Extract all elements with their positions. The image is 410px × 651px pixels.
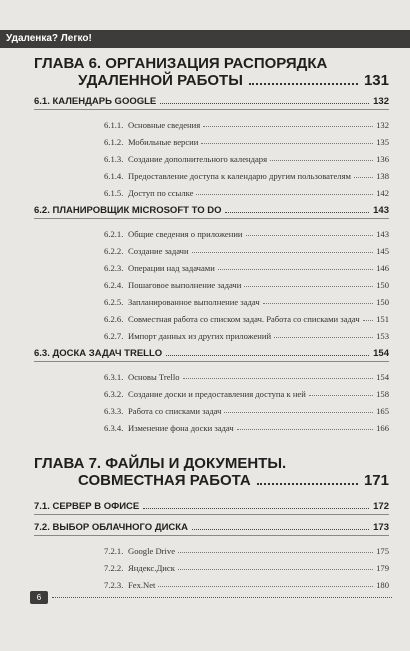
- toc-item: [34, 539, 389, 556]
- toc-item: [34, 556, 389, 573]
- toc-item: [34, 222, 389, 239]
- item-page: 166: [376, 423, 389, 433]
- chapter-title-line1: ГЛАВА 6. ОРГАНИЗАЦИЯ РАСПОРЯДКА: [34, 55, 328, 72]
- chapter-heading: [34, 55, 389, 89]
- item-number: 6.1.1.: [104, 120, 124, 130]
- item-number: 6.2.7.: [104, 331, 124, 341]
- leader-dots: [183, 378, 374, 379]
- toc-item: [34, 273, 389, 290]
- section-rule: [34, 109, 389, 110]
- toc-item: [34, 416, 389, 433]
- leader-dots: [244, 286, 373, 287]
- item-page: 145: [376, 246, 389, 256]
- item-text: Fex.Net: [128, 580, 156, 590]
- leader-dots: [158, 586, 373, 587]
- leader-dots: [270, 160, 373, 161]
- toc-item: [34, 147, 389, 164]
- item-number: 6.2.5.: [104, 297, 124, 307]
- chapter-page: 131: [363, 72, 389, 89]
- leader-dots: [203, 126, 373, 127]
- leader-dots: [196, 194, 373, 195]
- leader-dots: [354, 177, 373, 178]
- section-heading: [34, 203, 389, 216]
- item-number: 6.2.2.: [104, 246, 124, 256]
- item-text: Импорт данных из других приложений: [128, 331, 272, 341]
- item-page: 153: [376, 331, 389, 341]
- leader-dots: [309, 395, 373, 396]
- item-text: Запланированное выполнение задач: [128, 297, 260, 307]
- leader-dots: [249, 83, 358, 85]
- item-number: 6.1.5.: [104, 188, 124, 198]
- item-page: 150: [376, 297, 389, 307]
- item-number: 6.3.4.: [104, 423, 124, 433]
- leader-dots: [178, 569, 373, 570]
- section-title: 6.2. ПЛАНИРОВЩИК MICROSOFT TO DO: [34, 205, 222, 216]
- toc-item: [34, 256, 389, 273]
- toc-item: [34, 181, 389, 198]
- section-rule: [34, 218, 389, 219]
- item-page: 165: [376, 406, 389, 416]
- leader-dots: [218, 269, 373, 270]
- table-of-contents: [34, 55, 389, 590]
- item-page: 146: [376, 263, 389, 273]
- section-page: 132: [373, 96, 389, 107]
- item-number: 6.3.1.: [104, 372, 124, 382]
- item-number: 6.1.2.: [104, 137, 124, 147]
- item-text: Операции над задачами: [128, 263, 215, 273]
- item-text: Изменение фона доски задач: [128, 423, 234, 433]
- leader-dots: [237, 429, 373, 430]
- item-text: Доступ по ссылке: [128, 188, 194, 198]
- leader-dots: [160, 103, 369, 104]
- item-number: 6.3.3.: [104, 406, 124, 416]
- section-title: 6.1. КАЛЕНДАРЬ GOOGLE: [34, 96, 157, 107]
- item-number: 6.3.2.: [104, 389, 124, 399]
- toc-item: [34, 307, 389, 324]
- item-number: 7.2.3.: [104, 580, 124, 590]
- item-text: Общие сведения о приложении: [128, 229, 243, 239]
- chapter-title-line2: УДАЛЕННОЙ РАБОТЫ: [78, 72, 243, 89]
- item-page: 151: [376, 314, 389, 324]
- item-number: 6.2.3.: [104, 263, 124, 273]
- leader-dots: [224, 412, 373, 413]
- toc-item: [34, 290, 389, 307]
- item-text: Основы Trello: [128, 372, 180, 382]
- leader-dots: [192, 252, 374, 253]
- section-page: 172: [373, 501, 389, 512]
- section-rule: [34, 514, 389, 515]
- toc-item: [34, 573, 389, 590]
- item-page: 175: [376, 546, 389, 556]
- item-number: 6.2.1.: [104, 229, 124, 239]
- item-number: 6.2.6.: [104, 314, 124, 324]
- footer-dots: [52, 597, 392, 598]
- item-page: 179: [376, 563, 389, 573]
- section-page: 143: [373, 205, 389, 216]
- item-text: Пошаговое выполнение задачи: [128, 280, 242, 290]
- item-page: 142: [376, 188, 389, 198]
- item-text: Работа со списками задач: [128, 406, 222, 416]
- item-text: Основные сведения: [128, 120, 201, 130]
- leader-dots: [274, 337, 373, 338]
- section-heading: [34, 346, 389, 359]
- item-text: Предоставление доступа к календарю другим пользователям: [128, 171, 351, 181]
- leader-dots: [225, 212, 369, 213]
- section-heading: [34, 499, 389, 512]
- chapter-title-line2: СОВМЕСТНАЯ РАБОТА: [78, 472, 251, 489]
- item-page: 158: [376, 389, 389, 399]
- section-rule: [34, 535, 389, 536]
- toc-item: [34, 382, 389, 399]
- item-page: 138: [376, 171, 389, 181]
- item-text: Создание задачи: [128, 246, 189, 256]
- item-text: Мобильные версии: [128, 137, 199, 147]
- item-number: 6.1.4.: [104, 171, 124, 181]
- toc-item: [34, 365, 389, 382]
- toc-item: [34, 164, 389, 181]
- leader-dots: [201, 143, 373, 144]
- item-text: Google Drive: [128, 546, 176, 556]
- item-text: Совместная работа со списком задач. Работа со списками задач: [128, 314, 360, 324]
- leader-dots: [192, 529, 369, 530]
- item-page: 150: [376, 280, 389, 290]
- item-number: 7.2.2.: [104, 563, 124, 573]
- leader-dots: [257, 483, 358, 485]
- toc-item: [34, 399, 389, 416]
- leader-dots: [363, 320, 373, 321]
- section-title: 7.1. СЕРВЕР В ОФИСЕ: [34, 501, 140, 512]
- item-number: 6.1.3.: [104, 154, 124, 164]
- item-page: 132: [376, 120, 389, 130]
- leader-dots: [143, 508, 369, 509]
- item-page: 180: [376, 580, 389, 590]
- section-page: 154: [373, 348, 389, 359]
- section-heading: [34, 94, 389, 107]
- item-number: 7.2.1.: [104, 546, 124, 556]
- leader-dots: [246, 235, 374, 236]
- chapter-page: 171: [363, 472, 389, 489]
- item-page: 136: [376, 154, 389, 164]
- running-header: Удаленка? Легко!: [0, 30, 410, 48]
- section-rule: [34, 361, 389, 362]
- item-number: 6.2.4.: [104, 280, 124, 290]
- section-title: 7.2. ВЫБОР ОБЛАЧНОГО ДИСКА: [34, 522, 188, 533]
- item-page: 143: [376, 229, 389, 239]
- item-page: 135: [376, 137, 389, 147]
- toc-item: [34, 239, 389, 256]
- page-number: 6: [30, 591, 48, 604]
- section-page: 173: [373, 522, 389, 533]
- leader-dots: [263, 303, 373, 304]
- leader-dots: [166, 355, 369, 356]
- item-text: Создание доски и предоставления доступа к ней: [128, 389, 306, 399]
- toc-item: [34, 324, 389, 341]
- chapter-title-line1: ГЛАВА 7. ФАЙЛЫ И ДОКУМЕНТЫ.: [34, 455, 287, 472]
- item-page: 154: [376, 372, 389, 382]
- leader-dots: [178, 552, 373, 553]
- toc-item: [34, 113, 389, 130]
- item-text: Создание дополнительного календаря: [128, 154, 268, 164]
- item-text: Яндекс.Диск: [128, 563, 175, 573]
- page-footer: [30, 590, 392, 604]
- section-heading: [34, 520, 389, 533]
- chapter-heading: [34, 455, 389, 489]
- section-title: 6.3. ДОСКА ЗАДАЧ TRELLO: [34, 348, 163, 359]
- toc-item: [34, 130, 389, 147]
